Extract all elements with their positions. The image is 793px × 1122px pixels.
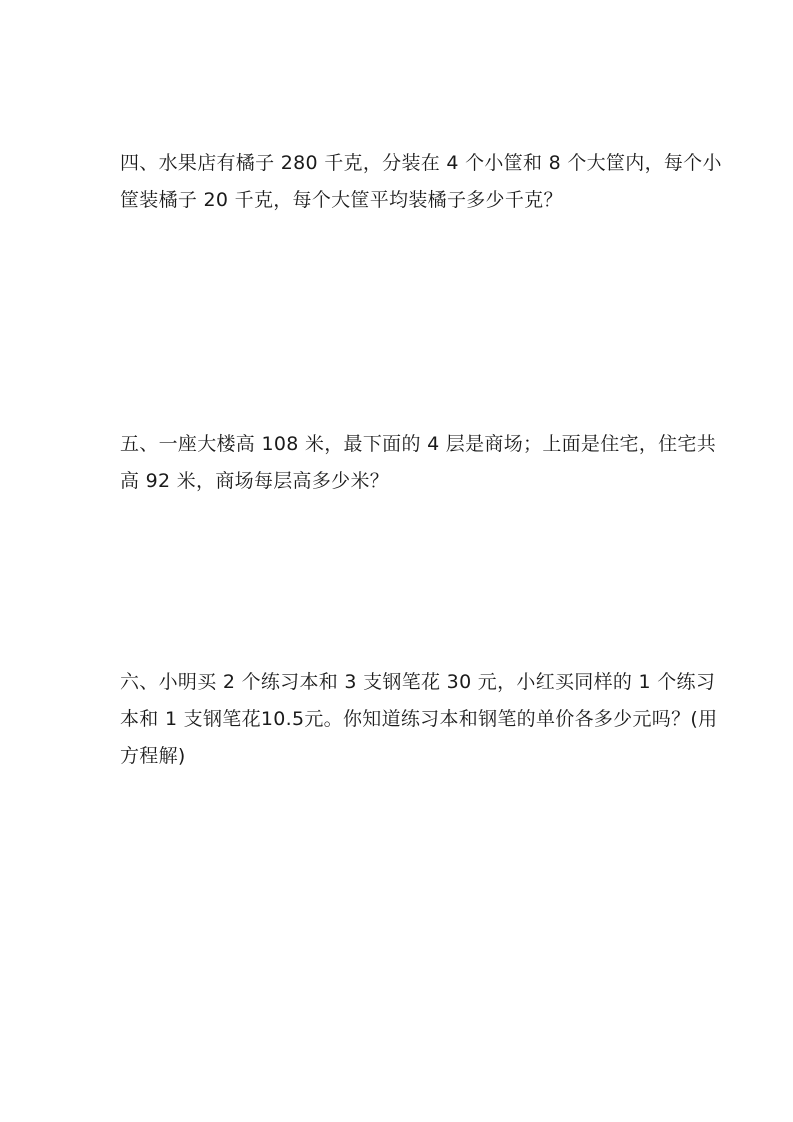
problem-5-line-2: 高 92 米，商场每层高多少米？ bbox=[120, 470, 390, 492]
problem-6-line-3: 方程解) bbox=[120, 745, 186, 767]
problem-5 bbox=[120, 426, 717, 500]
problem-6-line-2: 本和 1 支钢笔花10.5元。你知道练习本和钢笔的单价各多少元吗？(用 bbox=[120, 708, 718, 730]
problem-6 bbox=[120, 664, 718, 775]
problem-5-line-1: 五、一座大楼高 108 米，最下面的 4 层是商场；上面是住宅，住宅共 bbox=[120, 433, 717, 455]
problem-4-line-1: 四、水果店有橘子 280 千克，分装在 4 个小筐和 8 个大筐内，每个小 bbox=[120, 152, 722, 174]
problem-4 bbox=[120, 145, 722, 219]
problem-6-line-1: 六、小明买 2 个练习本和 3 支钢笔花 30 元，小红买同样的 1 个练习 bbox=[120, 671, 716, 693]
problem-4-line-2: 筐装橘子 20 千克，每个大筐平均装橘子多少千克？ bbox=[120, 189, 563, 211]
